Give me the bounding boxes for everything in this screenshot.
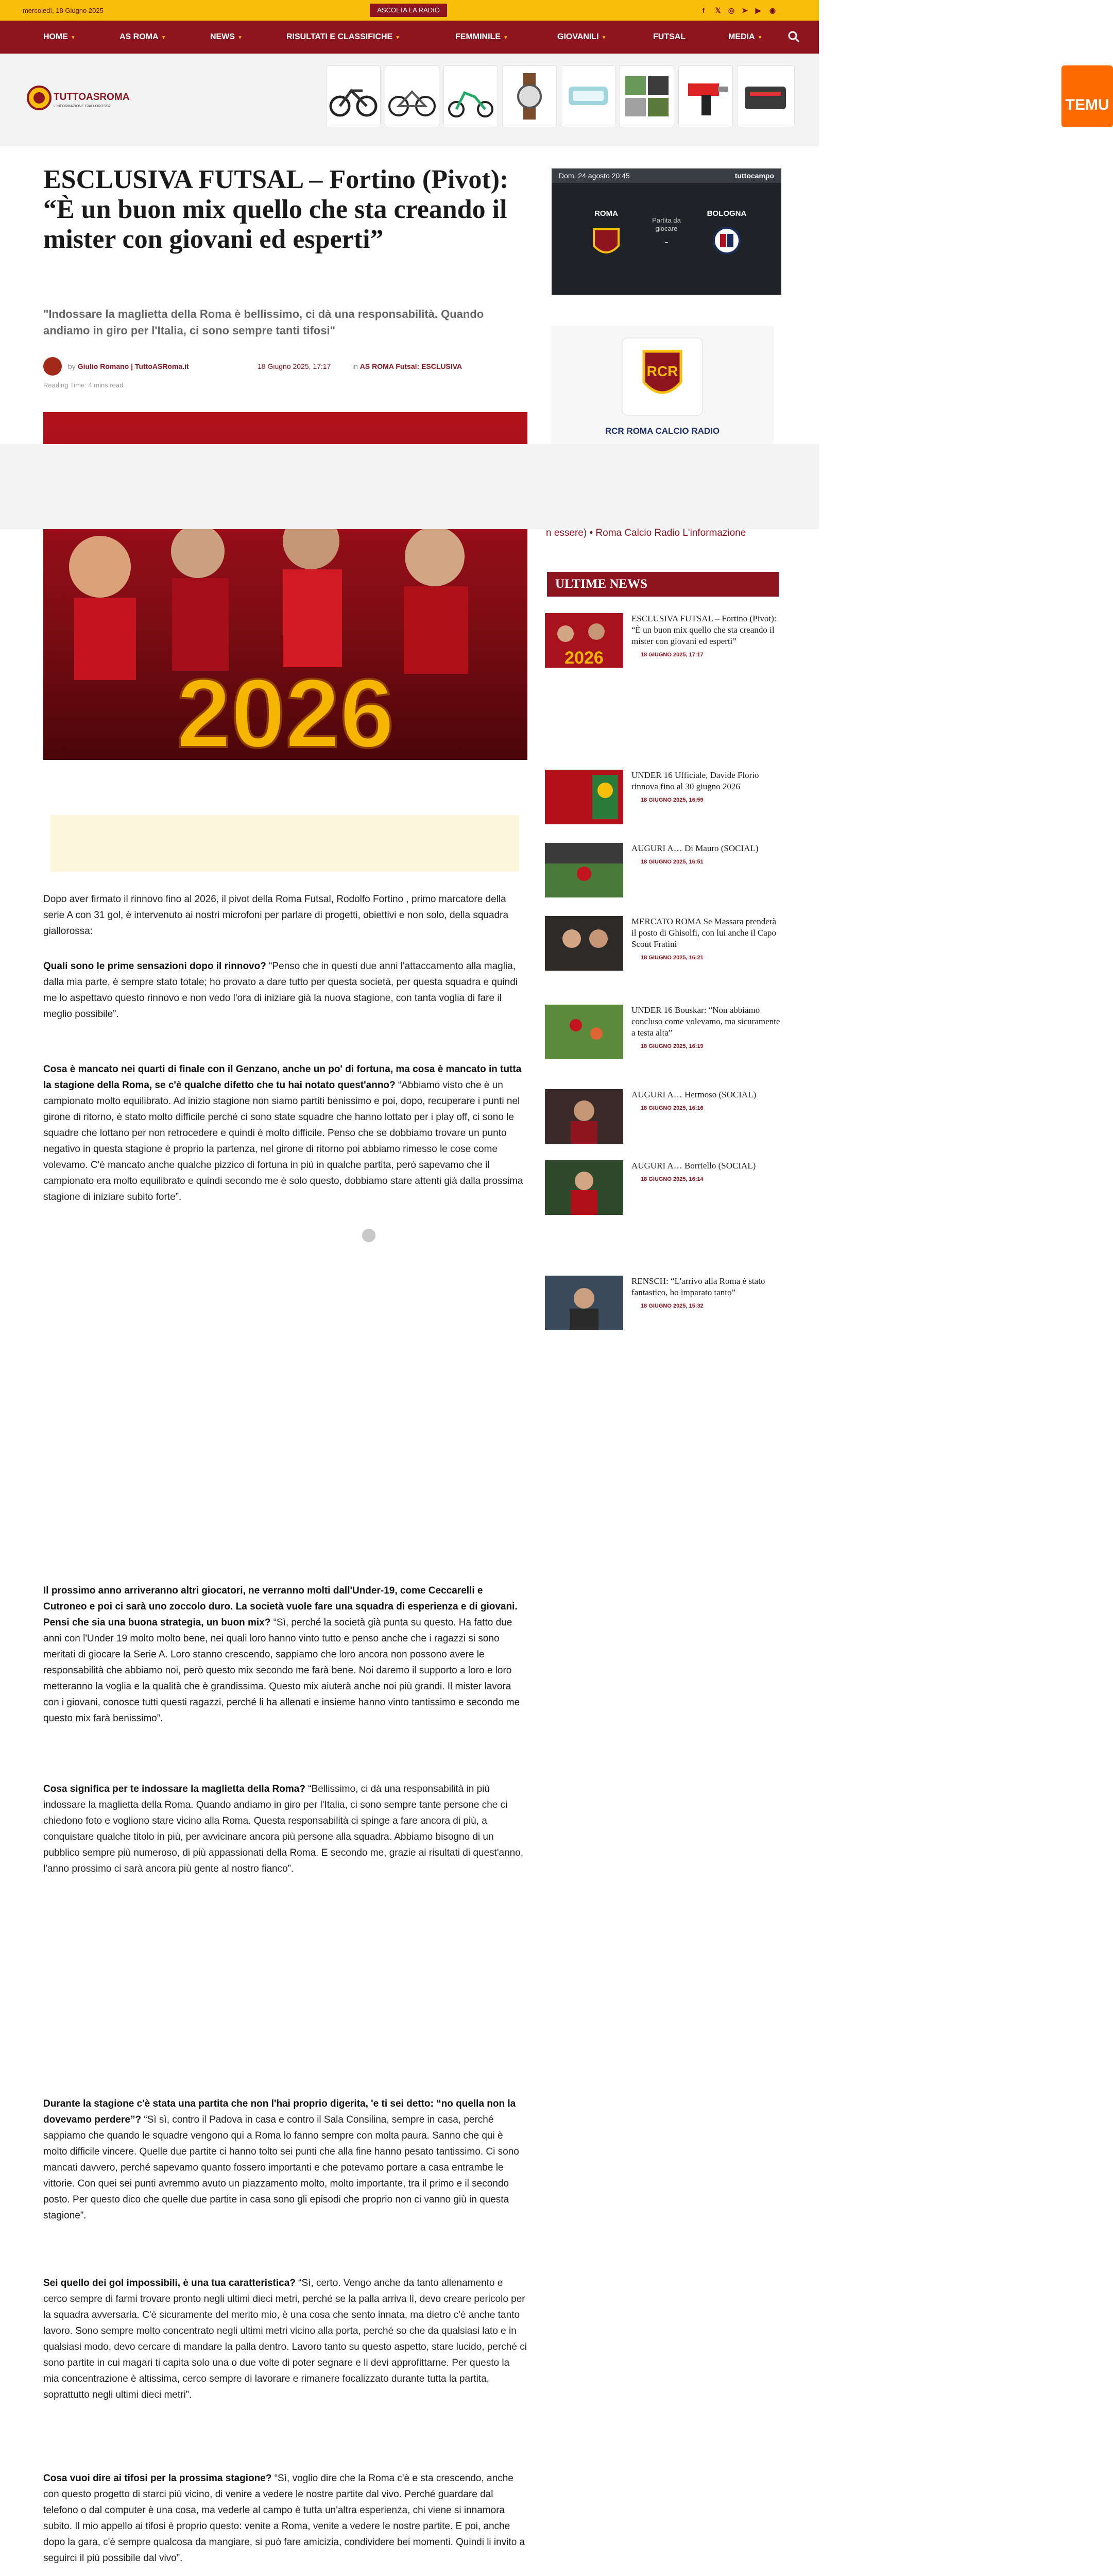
nav-label: FEMMINILE [455,32,501,41]
nav-as-roma[interactable] [119,21,166,54]
nav-home[interactable] [43,21,76,54]
news-headline: MERCATO ROMA Se Massara prenderà il posto di Ghisolfi, con lui anche il Capo Scout Fratini [631,917,777,949]
nav-label: HOME [43,32,68,41]
nav-label: RISULTATI E CLASSIFICHE [286,32,393,41]
roma-crest-icon [594,229,619,252]
article-paragraph [43,958,527,1022]
news-item[interactable] [545,916,785,973]
article-meta [43,357,527,376]
news-headline: AUGURI A… Borriello (SOCIAL) [631,1161,756,1171]
nav-label: NEWS [210,32,235,41]
news-item[interactable] [545,1276,785,1332]
nav-giovanili[interactable] [557,21,607,54]
news-date: 18 GIUGNO 2025, 16:59 [641,797,704,803]
news-thumbnail[interactable] [545,1160,623,1215]
news-date: 18 GIUGNO 2025, 16:14 [641,1176,704,1182]
category [352,362,462,370]
search-icon[interactable] [787,30,800,43]
ad-product-grid[interactable] [620,65,674,127]
news-title[interactable] [631,1005,781,1052]
radio-logo-text: RCR [646,363,678,379]
ad-product-device[interactable] [561,65,615,127]
in-label: in [352,362,358,370]
news-title[interactable] [631,916,781,963]
publish-date: 18 Giugno 2025, 17:17 [258,362,331,370]
news-thumbnail[interactable] [545,1005,623,1059]
nav-label: AS ROMA [119,32,159,41]
article-subtitle: "Indossare la maglietta della Roma è bellissimo, ci dà una responsabilità. Quando andiamo in giro per l'Italia, ci sono sempre tanti tifosi" [43,308,484,337]
advertisement-banner[interactable] [326,65,1109,132]
match-datetime: Dom. 24 agosto 20:45 [559,172,630,180]
news-date: 18 GIUGNO 2025, 16:21 [641,955,704,961]
article-paragraph [43,1583,527,1726]
answer-text: “Penso che in questi due anni l'attaccamento alla maglia, dalla mia parte, è sempre stato totale; ho provato a dare tutto per questa società, per questa squadra e quindi me lo aspettavo questo rinnovo e non vedo l'ora di iniziare già la nuova stagione, con tanta voglia di fare il meglio possibile”. [43,961,518,1020]
article-paragraph [43,1781,527,1877]
away-team: BOLOGNA [707,209,747,218]
news-headline: AUGURI A… Hermoso (SOCIAL) [631,1090,757,1099]
top-bar [0,0,819,21]
news-headline: UNDER 16 Ufficiale, Davide Florio rinnova fino al 30 giugno 2026 [631,770,759,791]
ad-brand-logo[interactable]: TEMU [1061,65,1113,127]
category-link[interactable]: AS ROMA Futsal: ESCLUSIVA [359,362,463,370]
news-item[interactable] [545,770,785,826]
news-headline: RENSCH: “L'arrivo alla Roma è stato fantastico, ho imparato tanto” [631,1276,765,1297]
byline [68,362,189,370]
sticky-ad-slot [0,444,819,529]
article-paragraph [43,2275,527,2403]
chevron-down-icon: ▼ [161,35,166,41]
by-label: by [68,362,76,370]
article-paragraph [43,2470,527,2566]
nav-futsal[interactable] [653,21,686,54]
nav-label: GIOVANILI [557,32,599,41]
nav-media[interactable] [728,21,762,54]
news-title[interactable] [631,1160,781,1185]
article-paragraph [43,1061,527,1205]
news-item[interactable] [545,1005,785,1061]
news-headline: UNDER 16 Bouskar: “Non abbiamo concluso come volevamo, ma sicuramente a testa alta” [631,1005,780,1038]
news-item[interactable] [545,613,785,670]
logo-tagline: L'INFORMAZIONE GIALLOROSSA [54,105,111,108]
nav-news[interactable] [210,21,243,54]
nav-femminile[interactable] [455,21,508,54]
news-title[interactable] [631,1089,781,1114]
article-paragraph [43,2096,527,2224]
twitter-x-icon[interactable]: 𝕏 [715,6,721,14]
question-text: Il prossimo anno arriveranno altri giocatori, ne verranno molti dall'Under-19, come Ceccarelli e Cutroneo e poi ci sarà uno zoccolo duro. La società vuole fare una squadra di esperienza e di giovani. Pensi che sia una buona strategia, un buon mix? [43,1585,518,1628]
nav-label: MEDIA [728,32,755,41]
radio-widget[interactable] [551,326,774,444]
radio-ticker: n essere) • Roma Calcio Radio L'informazione [546,528,746,538]
nav-label: FUTSAL [653,32,686,41]
news-date: 18 GIUGNO 2025, 17:17 [641,652,704,658]
news-date: 18 GIUGNO 2025, 16:19 [641,1043,704,1049]
instagram-icon[interactable]: ◎ [728,6,735,14]
telegram-icon[interactable]: ➤ [742,6,748,14]
inline-ad-slot [50,815,519,872]
chevron-down-icon: ▼ [237,35,243,41]
listen-radio-button[interactable]: ASCOLTA LA RADIO [370,4,447,17]
main-navigation [0,21,819,54]
news-thumbnail[interactable] [545,843,623,897]
home-team: ROMA [594,209,618,218]
author-link[interactable]: Giulio Romano | TuttoASRoma.it [77,362,189,370]
news-date: 18 GIUGNO 2025, 15:32 [641,1303,704,1309]
nav-risultati[interactable] [286,21,400,54]
news-item[interactable] [545,1089,785,1146]
answer-text: “Sì, certo. Vengo anche da tanto allenamento e cerco sempre di farmi trovare pronto negli ultimi dieci metri, perché se la palla arriva lì, devo creare pericolo per la squadra avversaria. C'è sicuramente del merito mio, è una cosa che sento innata, ma dietro c'è anche tanto lavoro. Sono sempre molto concentrato negli ultimi metri vicino alla porta, perché so che da qualsiasi lato e in qualsiasi modo, devo cercare di mandare la palla dentro. Lavoro tanto su questo aspetto, stare lucido, perché ci sono partite in cui magari ti capita solo una o due volte di poter segnare e li devi approfittarne. Per questo la mia concentrazione è altissima, cerco sempre di lavorare e rimanere focalizzato durante tutta la partita, soprattutto negli ultimi dieci metri”. [43,2278,527,2400]
answer-text: “Abbiamo visto che è un campionato molto equilibrato. Ad inizio stagione non siamo partiti benissimo e poi, dopo, recuperare i punti nel girone di ritorno, è stato molto difficile perché ci sono state squadre che hanno lottato per i play off, ci sono le squadre che lottano per non retrocedere e quindi è molto difficile. Penso che se dobbiamo trovare un punto negativo in questa stagione è proprio la partenza, nel girone di ritorno poi abbiamo rimesso le cose come volevamo. C'è mancato anche qualche pizzico di fortuna in più in qualche partita, però sapevamo che il campionato era molto equilibrato e quindi secondo me è solo questo, dobbiamo stare attenti già dalla prossima stagione di iniziare subito forte”. [43,1080,523,1202]
site-logo[interactable] [26,77,130,118]
article-paragraph [43,891,527,939]
answer-text: “Sì, perché la società già punta su questo. Ha fatto due anni con l'Under 19 molto molto bene, nei quali loro hanno vinto tutto e penso anche che i ragazzi si sono meritati di giocare la Serie A. Loro stanno crescendo, sappiamo che loro ancora non possono avere le responsabilità che abbiamo noi, però questo mix secondo me farà bene. Noi daremo il supporto a loro e loro metteranno la voglia e la qualità che è grandissima. Questo mix aiuterà anche noi più grandi. Il mister lavora con i giovani, conosce tutti questi ragazzi, perché li ha allenati e insieme hanno vinto tantissimo e secondo me questo mix farà benissimo”. [43,1617,520,1724]
radio-label: RCR ROMA CALCIO RADIO [605,426,720,436]
hero-year-text: 2026 [176,659,395,768]
current-date: mercoledì, 18 Giugno 2025 [23,7,104,14]
latest-news-heading: ULTIME NEWS [547,572,779,597]
ad-product-ebike[interactable] [326,65,381,127]
chevron-down-icon: ▼ [757,35,763,41]
chevron-down-icon: ▼ [71,35,76,41]
news-title[interactable] [631,1276,781,1312]
question-text: Sei quello dei gol impossibili, è una tua caratteristica? [43,2278,296,2289]
logo-text: TUTTOASROMA [54,92,130,103]
question-text: Cosa è mancato nei quarti di finale con il Genzano, anche un po' di fortuna, ma cosa è mancato in tutta la stagione della Roma, se c'è qualche difetto che tu hai notato quest'anno? [43,1064,522,1091]
news-headline: ESCLUSIVA FUTSAL – Fortino (Pivot): “È un buon mix quello che sta creando il mister con giovani ed esperti” [631,614,777,646]
spotify-icon[interactable]: ◉ [769,6,776,14]
news-headline: AUGURI A… Di Mauro (SOCIAL) [631,843,759,853]
chevron-down-icon: ▼ [601,35,607,41]
youtube-icon[interactable]: ▶ [755,6,761,14]
ad-product-bike[interactable] [385,65,439,127]
news-item[interactable] [545,843,785,900]
news-date: 18 GIUGNO 2025, 16:16 [641,1105,704,1111]
thumb-year-text: 2026 [564,648,604,668]
question-text: Durante la stagione c'è stata una partita che non l'hai proprio digerita, 'e ti sei detto: “no quella non la dovevamo perdere”? [43,2098,516,2125]
match-status-line1: Partita da [652,216,681,224]
question-text: Cosa vuoi dire ai tifosi per la prossima stagione? [43,2473,272,2484]
ad-product-tools[interactable] [737,65,795,127]
answer-text: “Sì sì, contro il Padova in casa e contro il Sala Consilina, sempre in casa, perché sappiamo che quando le squadre vengono qui a Roma lo fanno sempre con molta paura. Sanno che qui è molto difficile vincere. Quelle due partite ci hanno tolto sei punti che alla fine hanno pesato tantissimo. Ci sono mancati davvero, perché sapevamo quanto fossero importanti e che potevamo portare a casa entrambe le vittorie. Con quei sei punti avremmo avuto un piazzamento molto, molto importante, tra il primo e il secondo posto. Per questo dico che quelle due partite in casa sono gli episodi che proprio non ci vanno giù in questa stagione”. [43,2114,519,2221]
news-thumbnail[interactable] [545,1276,623,1330]
ad-product-scooter[interactable] [443,65,498,127]
reading-time: Reading Time: 4 mins read [43,381,124,389]
paragraph-text: Dopo aver firmato il rinnovo fino al 2026, il pivot della Roma Futsal, Rodolfo Fortino , primo marcatore della serie A con 31 gol, è intervenuto ai nostri microfoni per parlare di progetti, obiettivi e non solo, della squadra giallorossa: [43,894,509,937]
question-text: Quali sono le prime sensazioni dopo il rinnovo? [43,961,266,972]
news-title[interactable] [631,770,781,806]
news-title[interactable] [631,843,781,868]
news-thumbnail[interactable] [545,613,623,668]
loading-spinner-icon [362,1229,375,1242]
answer-text: “Bellissimo, ci dà una responsabilità in più indossare la maglietta della Roma. Quando andiamo in giro per l'Italia, ci sono sempre tante persone che ci chiedono foto e vogliono stare vicino alla Roma. Questa responsabilità ci spinge a fare ancora di più, a conquistare qualche titolo in più, per avvicinare ancora più persone alla squadra. Abbiamo bisogno di un pubblico sempre più numeroso, di più appassionati della Roma. E secondo me, grazie ai risultati di quest'anno, l'anno prossimo ci sarà ancora più gente al nostro fianco”. [43,1784,523,1874]
chevron-down-icon: ▼ [395,35,401,41]
facebook-icon[interactable]: f [702,6,705,14]
answer-text: “Sì, voglio dire che la Roma c'è e sta crescendo, anche con questo progetto di starci più vicino, di venire a vedere le nostre partite dal vivo. Perché guardare dal telefono o dal computer è una cosa, ma vederle al campo è tutta un'altra esperienza, chi viene si innamora subito. Il mio appello ai tifosi è proprio questo: venite a Roma, venite a vedere le nostre partite. E poi, anche dopo la gara, c'è sempre qualcosa da mangiare, si può fare amicizia, condividere bei momenti. Quindi li invito a seguirci il più possibile dal vivo”. [43,2473,525,2564]
question-text: Cosa significa per te indossare la maglietta della Roma? [43,1784,305,1794]
chevron-down-icon: ▼ [503,35,508,41]
news-thumbnail[interactable] [545,916,623,971]
match-score: - [664,235,669,248]
bologna-crest-icon [714,228,740,253]
match-status-line2: giocare [655,225,678,232]
match-widget[interactable] [552,168,781,295]
ad-product-watch[interactable] [502,65,557,127]
news-date: 18 GIUGNO 2025, 16:51 [641,859,704,865]
match-brand: tuttocampo [734,172,774,180]
ad-product-drill[interactable] [678,65,733,127]
article-title: ESCLUSIVA FUTSAL – Fortino (Pivot): “È un buon mix quello che sta creando il mister con giovani ed esperti” [43,165,509,254]
news-thumbnail[interactable] [545,1089,623,1144]
news-thumbnail[interactable] [545,770,623,824]
news-item[interactable] [545,1160,785,1217]
author-avatar[interactable] [43,357,62,376]
news-title[interactable] [631,613,781,660]
